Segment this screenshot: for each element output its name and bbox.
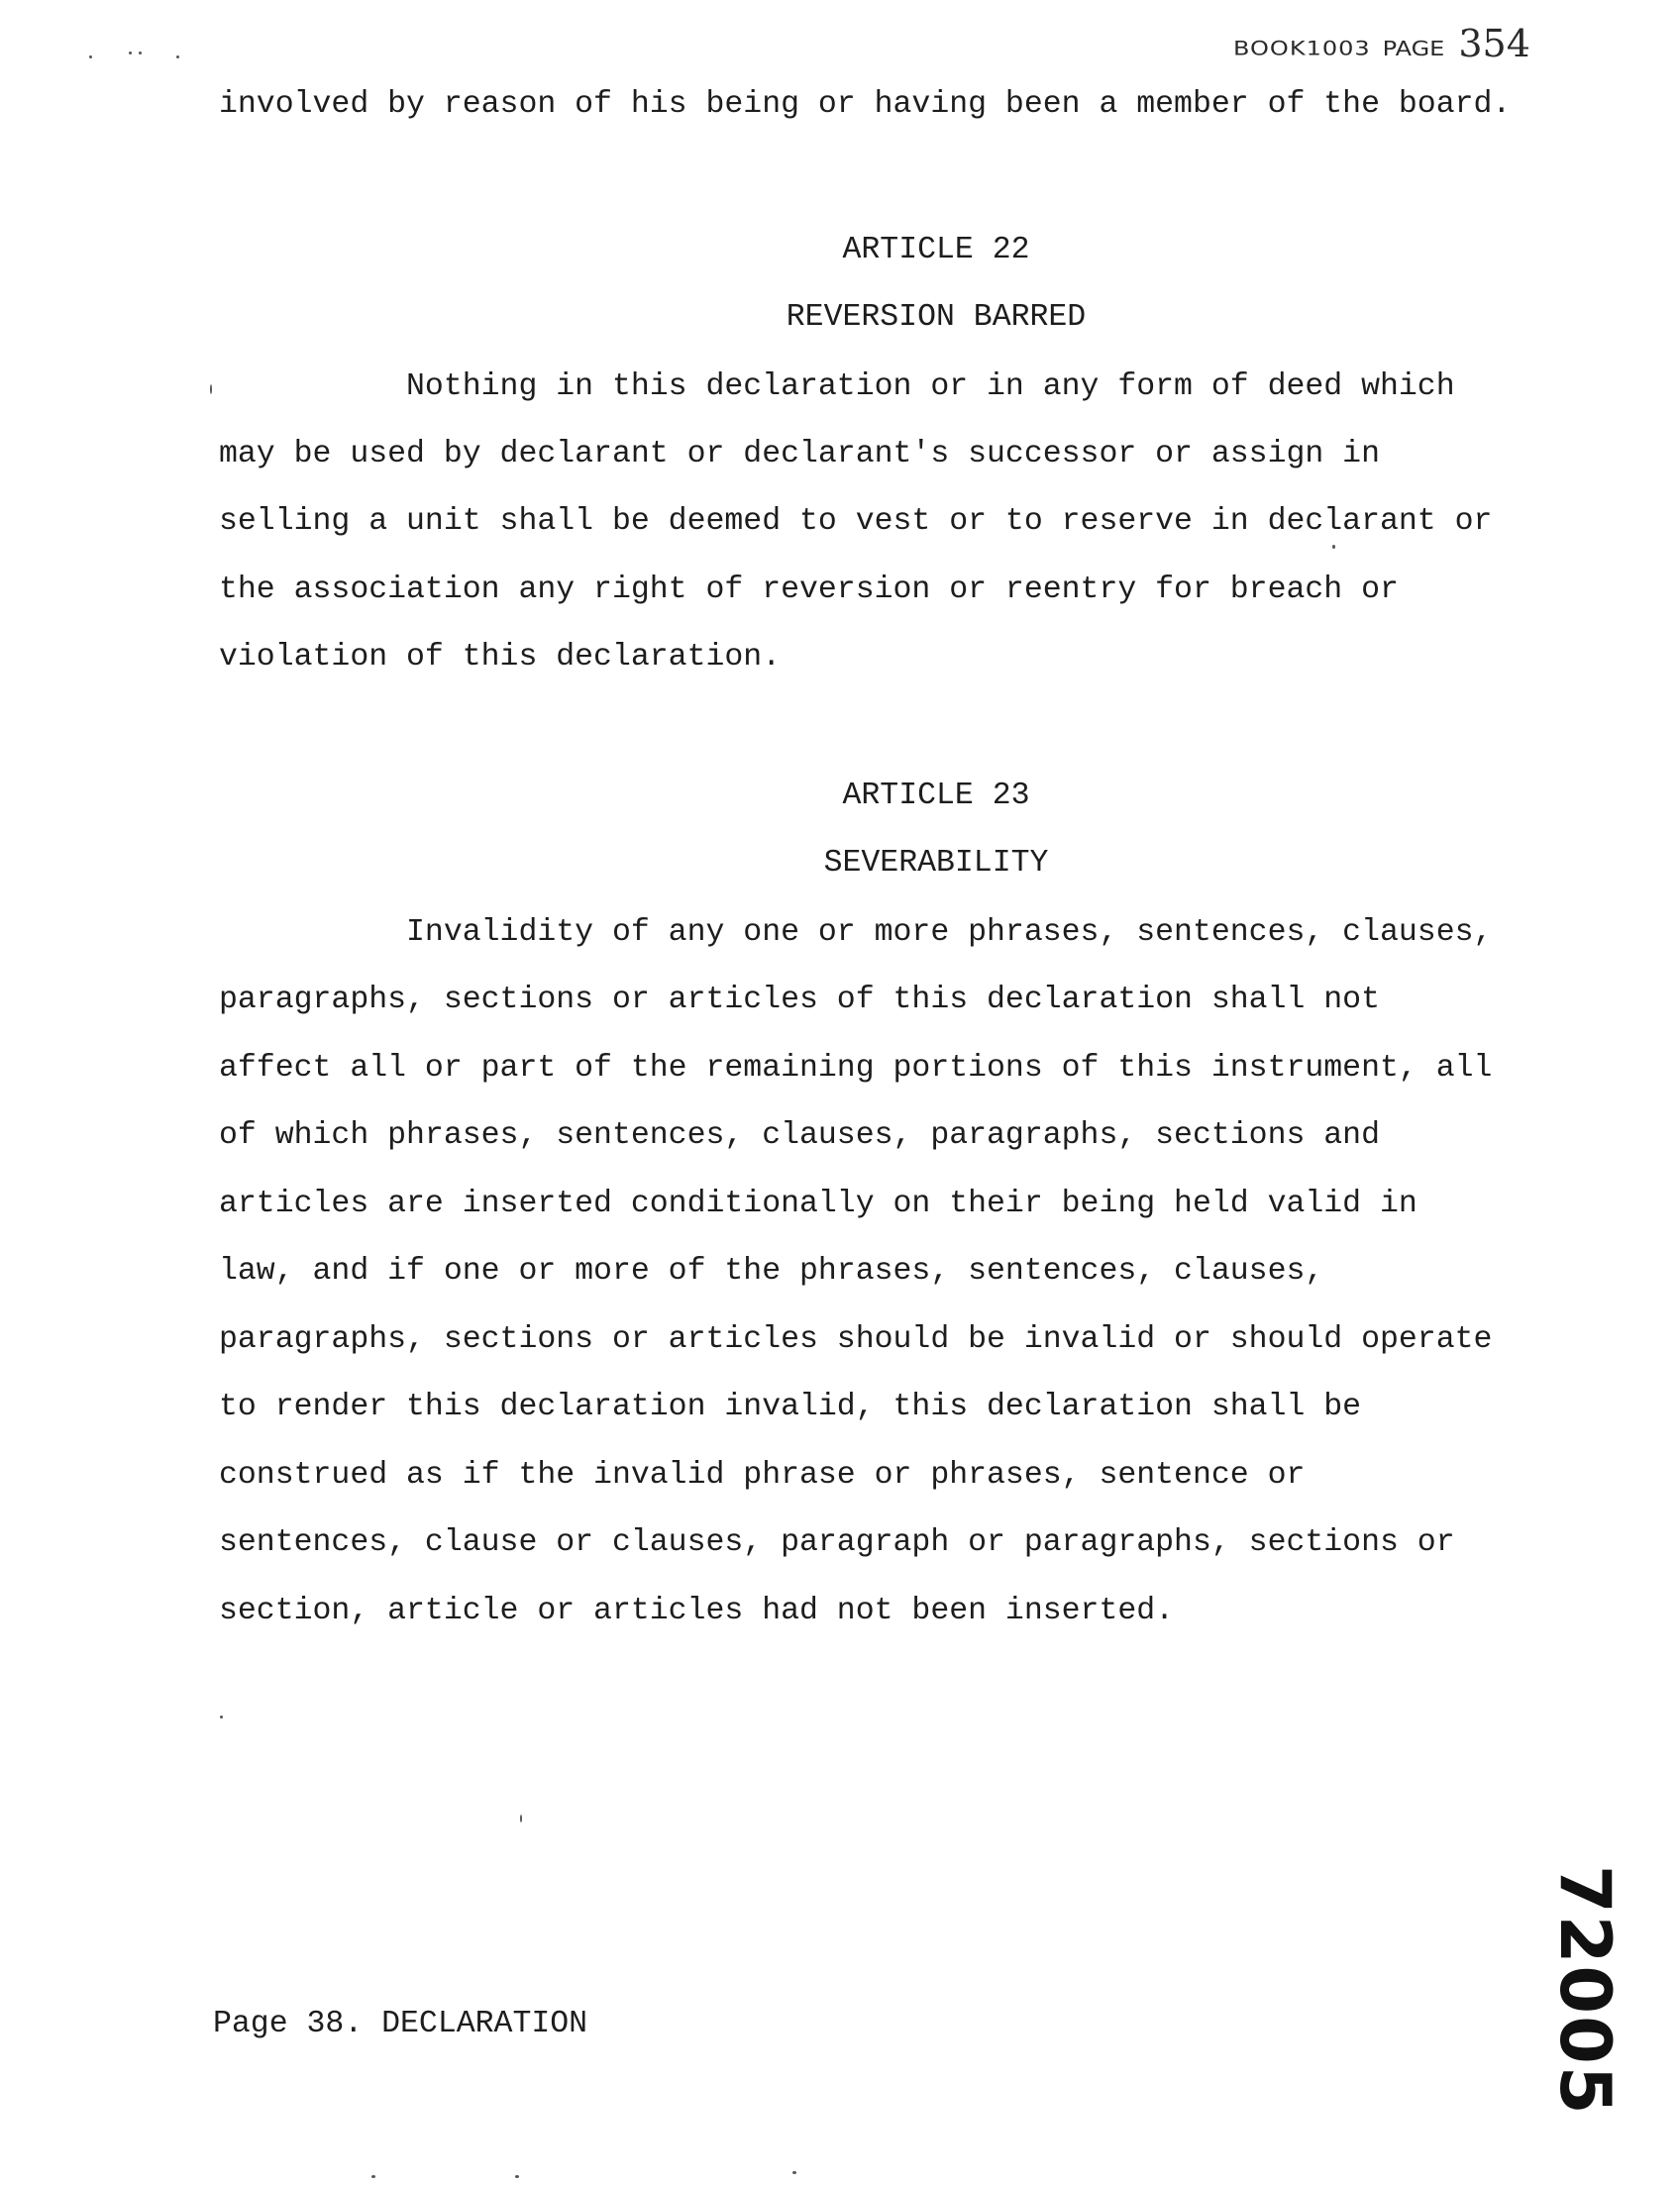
article-23-line: sentences, clause or clauses, paragraph or paragraphs, sections or [219, 1525, 1455, 1560]
scan-speck [210, 384, 212, 394]
article-23-line: construed as if the invalid phrase or phrases, sentence or [219, 1458, 1306, 1493]
article-23-title: SEVERABILITY [823, 846, 1049, 881]
scan-speck [515, 2175, 519, 2178]
opening-line: involved by reason of his being or having been a member of the board. [219, 87, 1512, 122]
article-23-line: section, article or articles had not been inserted. [219, 1594, 1175, 1628]
article-22-line: may be used by declarant or declarant's successor or assign in [219, 437, 1380, 471]
article-23-number: ARTICLE 23 [842, 779, 1030, 813]
scan-speck [1332, 545, 1335, 549]
document-number-text: 72005 [1544, 1865, 1626, 2117]
page-word: PAGE [1382, 37, 1445, 60]
scan-speck [520, 1815, 522, 1822]
scan-speck [792, 2171, 796, 2174]
scan-speck [220, 1716, 223, 1718]
article-22-line: Nothing in this declaration or in any form of deed which [219, 369, 1455, 404]
article-23-line: law, and if one or more of the phrases, sentences, clauses, [219, 1254, 1324, 1289]
article-23-line: affect all or part of the remaining portions of this instrument, all [219, 1051, 1493, 1086]
article-22-number: ARTICLE 22 [842, 233, 1030, 267]
article-23-line: articles are inserted conditionally on their being held valid in [219, 1187, 1418, 1221]
book-page-stamp [1233, 22, 1530, 65]
article-23-line: Invalidity of any one or more phrases, sentences, clauses, [219, 915, 1493, 950]
article-23-line: of which phrases, sentences, clauses, paragraphs, sections and [219, 1118, 1380, 1153]
article-22-line: the association any right of reversion or reentry for breach or [219, 573, 1399, 607]
scan-speck [139, 52, 142, 54]
document-number [1544, 1852, 1626, 2117]
scan-speck [371, 2175, 375, 2178]
scan-speck [129, 52, 132, 54]
article-23-line: to render this declaration invalid, this declaration shall be [219, 1390, 1362, 1424]
article-22-line: violation of this declaration. [219, 640, 782, 675]
scan-speck [176, 55, 179, 58]
page-footer: Page 38. DECLARATION [213, 2007, 588, 2041]
article-23-line: paragraphs, sections or articles should be invalid or should operate [219, 1322, 1493, 1357]
book-label: BOOK1003 [1233, 37, 1371, 60]
article-23-line: paragraphs, sections or articles of this declaration shall not [219, 983, 1380, 1017]
page-number: 354 [1458, 22, 1530, 65]
scan-speck [89, 55, 92, 58]
article-22-line: selling a unit shall be deemed to vest or to reserve in declarant or [219, 504, 1493, 539]
article-22-title: REVERSION BARRED [786, 300, 1087, 335]
